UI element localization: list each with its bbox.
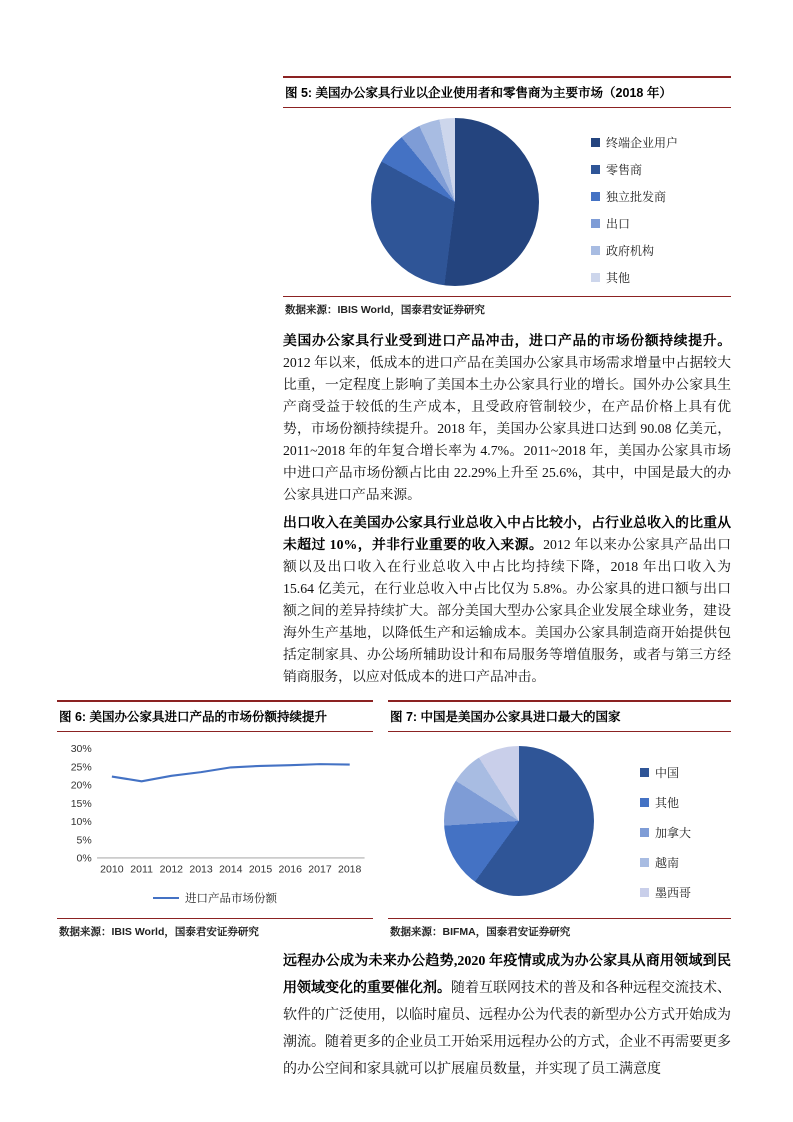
svg-text:2010: 2010 [100,863,124,876]
legend-swatch [591,246,600,255]
legend-swatch [640,798,649,807]
paragraph-export-share-body: 2012 年以来办公家具产品出口额以及出口收入在行业总收入中占比均持续下降，2018 年出口收入为 15.64 亿美元，在行业总收入中占比仅为 5.8%。办公家具的进口额与出口额之间的差异持续扩大。部分美国大型办公家具企业发展全球业务，建设海外生产基地，以降低生产和运输成本。美国办公家具制造商开始提供包括定制家具、办公场所辅助设计和布局服务等增值服务，或者与第三方经销商服务，以应对低成本的进口产品冲击。 [283,537,731,684]
figure6-title: 图 6: 美国办公家具进口产品的市场份额持续提升 [57,700,373,732]
legend-swatch [640,768,649,777]
legend-item [640,794,691,811]
legend-item [591,161,678,178]
figure7-block [388,700,731,943]
figure6-chart-area [57,732,373,918]
fig6-legend [57,890,373,906]
paragraph-import-impact-body: 2012 年以来，低成本的进口产品在美国办公家具市场需求增量中占据较大比重，一定程度上影响了美国本土办公家具行业的增长。国外办公家具生产商受益于较低的生产成本，且受政府管制较少，在产品价格上具有优势，市场份额持续提升。2018 年，美国办公家具进口达到 90.08 亿美元，2011~2018 年的年复合增长率为 4.7%。2011~2018 年，美国办公家具市场中进口产品市场份额占比由 22.29%上升至 25.6%，其中，中国是最大的办公家具进口产品来源。 [283,355,731,502]
figure7-chart-area [388,732,731,918]
fig7-pie-chart [444,746,594,896]
line-chart-svg [57,740,373,883]
paragraph-remote-work [283,948,731,1083]
legend-item [591,242,678,259]
legend-label: 加拿大 [655,826,692,840]
legend-swatch [591,138,600,147]
paragraph-import-impact-lead: 美国办公家具行业受到进口产品冲击，进口产品的市场份额持续提升。 [283,333,731,348]
svg-text:2012: 2012 [159,863,184,876]
figure6-source: 数据来源：IBIS World，国泰君安证券研究 [57,918,373,943]
legend-swatch [591,165,600,174]
legend-swatch [591,192,600,201]
figure5-source: 数据来源：IBIS World，国泰君安证券研究 [283,296,731,321]
figure6-block [57,700,373,943]
figure5-block [283,76,731,321]
legend-swatch [640,858,649,867]
legend-label: 出口 [606,217,631,231]
svg-text:2011: 2011 [130,863,153,876]
paragraph-import-impact [283,330,731,506]
legend-swatch [640,888,649,897]
legend-item [591,215,678,232]
paragraph-remote-work-lead: 远程办公成为未来办公趋势,2020 年疫情或成为办公家具从商用领域到民用领域变化的重要催化剂。 [283,954,731,996]
legend-item [640,764,691,781]
legend-label: 独立批发商 [606,190,667,204]
fig6-line-chart [57,732,373,888]
legend-item [640,824,691,841]
svg-text:2013: 2013 [189,863,213,876]
figure7-title: 图 7: 中国是美国办公家具进口最大的国家 [388,700,731,732]
legend-label: 政府机构 [606,244,655,258]
legend-swatch [591,219,600,228]
legend-label: 终端企业用户 [606,136,679,150]
legend-label: 零售商 [606,163,643,177]
paragraph-export-share-lead: 出口收入在美国办公家具行业总收入中占比较小，占行业总收入的比重从未超过 10%，并非行业重要的收入来源。 [283,515,731,552]
svg-text:2017: 2017 [308,863,332,876]
svg-text:5%: 5% [76,834,92,847]
svg-text:15%: 15% [70,797,92,810]
legend-item [591,134,678,151]
legend-swatch [153,897,179,899]
legend-item [153,890,277,906]
legend-swatch [640,828,649,837]
figure5-title: 图 5: 美国办公家具行业以企业使用者和零售商为主要市场（2018 年） [283,76,731,108]
legend-label: 其他 [655,796,680,810]
legend-label: 进口产品市场份额 [185,893,277,906]
paragraph-export-share [283,512,731,688]
svg-text:30%: 30% [70,743,92,756]
legend-item [591,269,678,286]
paragraph-remote-work-body: 随着互联网技术的普及和各种远程交流技术、软件的广泛使用，以临时雇员、远程办公为代表的新型办公方式开始成为潮流。随着更多的企业员工开始采用远程办公的方式，企业不再需要更多的办公空间和家具就可以扩展雇员数量，并实现了员工满意度 [283,981,731,1077]
legend-label: 越南 [655,856,680,870]
legend-item [640,884,691,901]
legend-item [640,854,691,871]
svg-text:2015: 2015 [248,863,273,876]
svg-text:2016: 2016 [278,863,302,876]
legend-label: 中国 [655,766,680,780]
fig5-legend [591,134,678,296]
legend-label: 其他 [606,271,631,285]
legend-swatch [591,273,600,282]
svg-text:20%: 20% [70,779,92,792]
legend-item [591,188,678,205]
svg-text:0%: 0% [76,852,92,865]
svg-text:10%: 10% [70,816,92,829]
fig5-pie-chart [371,118,539,286]
svg-text:2014: 2014 [219,863,243,876]
figure7-source: 数据来源：BIFMA，国泰君安证券研究 [388,918,731,943]
svg-text:2018: 2018 [338,863,362,876]
svg-text:25%: 25% [70,761,92,774]
legend-label: 墨西哥 [655,886,692,900]
figure5-chart-area [283,108,731,296]
fig7-legend [640,764,691,914]
